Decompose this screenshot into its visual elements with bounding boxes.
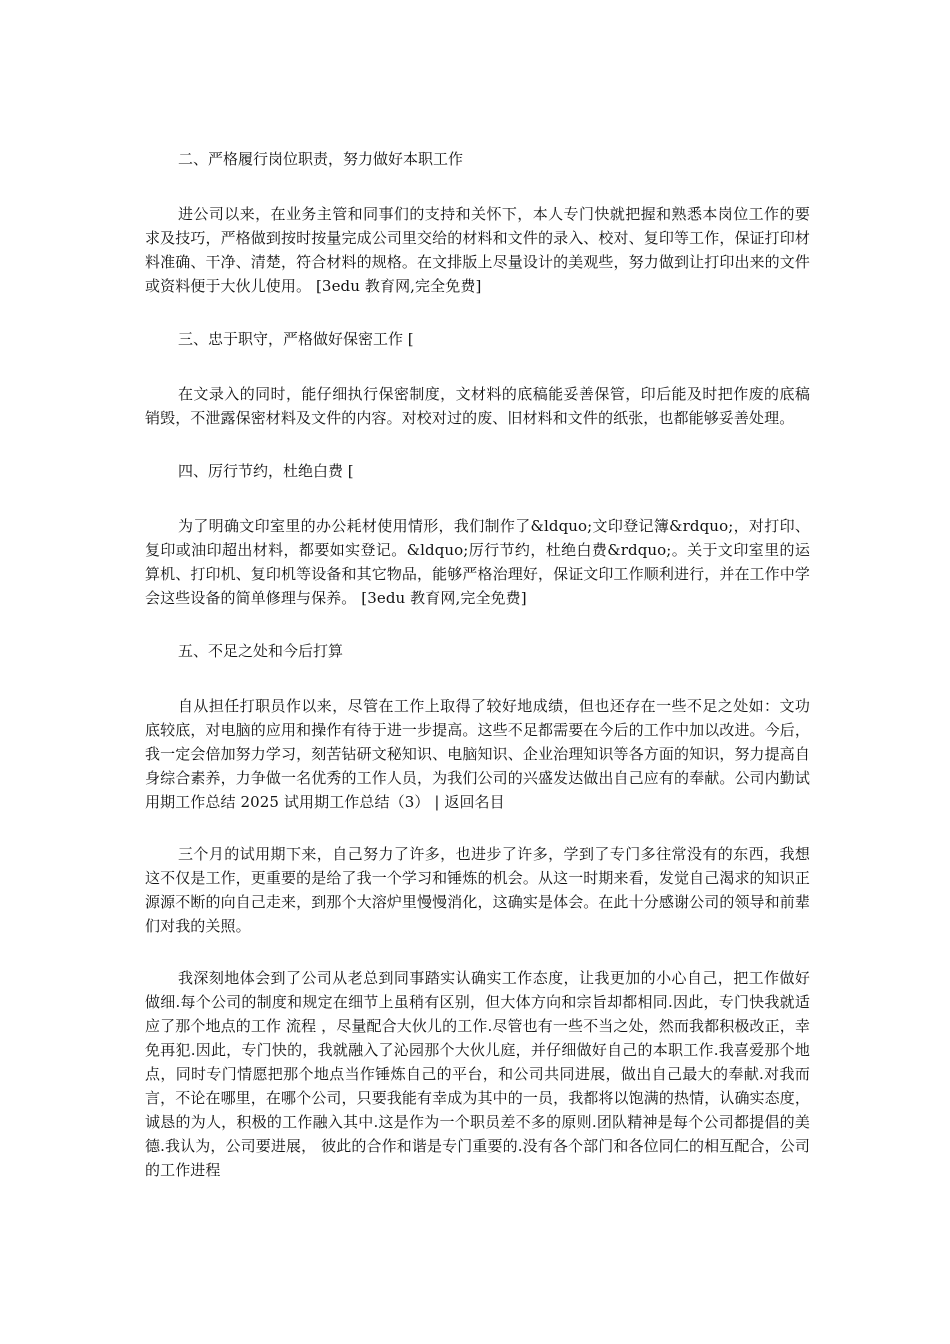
section-heading-duties: 二、严格履行岗位职责，努力做好本职工作 (178, 150, 464, 168)
section-heading-confidentiality: 三、忠于职守，严格做好保密工作 [ (178, 330, 414, 348)
paragraph-probation-summary: 三个月的试用期下来，自己努力了许多，也进步了许多，学到了专门多往常没有的东西，我想这不仅是工作，更重要的是给了我一个学习和锤炼的机会。从这一时期来看，发觉自己渴求的知识正源源不断的向自己走来，到那个大溶炉里慢慢消化，这确实是体会。在此十分感谢公司的领导和前辈们对我的关照。 (145, 845, 810, 935)
paragraph-shortcomings: 自从担任打职员作以来，尽管在工作上取得了较好地成绩，但也还存在一些不足之处如：文功底较底，对电脑的应用和操作有待于进一步提高。这些不足都需要在今后的工作中加以改进。今后，我一定会倍加努力学习，刻苦钻研文秘知识、电脑知识、企业治理知识等各方面的知识，努力提高自身综合素养，力争做一名优秀的工作人员，为我们公司的兴盛发达做出自己应有的奉献。公司内勤试用期工作总结 2025 试用期工作总结（3） | 返回名目 (145, 697, 810, 811)
section-heading-shortcomings: 五、不足之处和今后打算 (178, 642, 344, 660)
paragraph-confidentiality: 在文录入的同时，能仔细执行保密制度，文材料的底稿能妥善保管，印后能及时把作废的底稿销毁，不泄露保密材料及文件的内容。对校对过的废、旧材料和文件的纸张，也都能够妥善处理。 (145, 385, 810, 427)
document-body (145, 146, 810, 1210)
paragraph-team-spirit: 我深刻地体会到了公司从老总到同事踏实认确实工作态度，让我更加的小心自己，把工作做好做细.每个公司的制度和规定在细节上虽稍有区别，但大体方向和宗旨却都相同.因此，专门快我就适应了那个地点的工作 流程 ，尽量配合大伙儿的工作.尽管也有一些不当之处，然而我都积极改正，幸免再犯.因此，专门快的，我就融入了沁园那个大伙儿庭，并仔细做好自己的本职工作.我喜爱那个地点，同时专门情愿把那个地点当作锤炼自己的平台，和公司共同进展，做出自己最大的奉献.对我而言，不论在哪里，在哪个公司，只要我能有幸成为其中的一员，我都将以饱满的热情，认确实态度，诚恳的为人，积极的工作融入其中.这是作为一个职员差不多的原则.团队精神是每个公司都提倡的美德.我认为，公司要进展， 彼此的合作和谐是专门重要的.没有各个部门和各位同仁的相互配合，公司的工作进程 (145, 969, 810, 1179)
paragraph-duties: 进公司以来，在业务主管和同事们的支持和关怀下，本人专门快就把握和熟悉本岗位工作的要求及技巧，严格做到按时按量完成公司里交给的材料和文件的录入、校对、复印等工作，保证打印材料准确、干净、清楚，符合材料的规格。在文排版上尽量设计的美观些，努力做到让打印出来的文件或资料便于大伙儿使用。 [3edu 教育网,完全免费] (145, 205, 810, 295)
section-heading-economy: 四、厉行节约，杜绝白费 [ (178, 462, 354, 480)
paragraph-economy: 为了明确文印室里的办公耗材使用情形，我们制作了&ldquo;文印登记簿&rdquo;，对打印、复印或油印超出材料，都要如实登记。&ldquo;厉行节约，杜绝白费&rdquo;。关于文印室里的运算机、打印机、复印机等设备和其它物品，能够严格治理好，保证文印工作顺利进行，并在工作中学会这些设备的简单修理与保养。 [3edu 教育网,完全免费] (145, 517, 810, 607)
